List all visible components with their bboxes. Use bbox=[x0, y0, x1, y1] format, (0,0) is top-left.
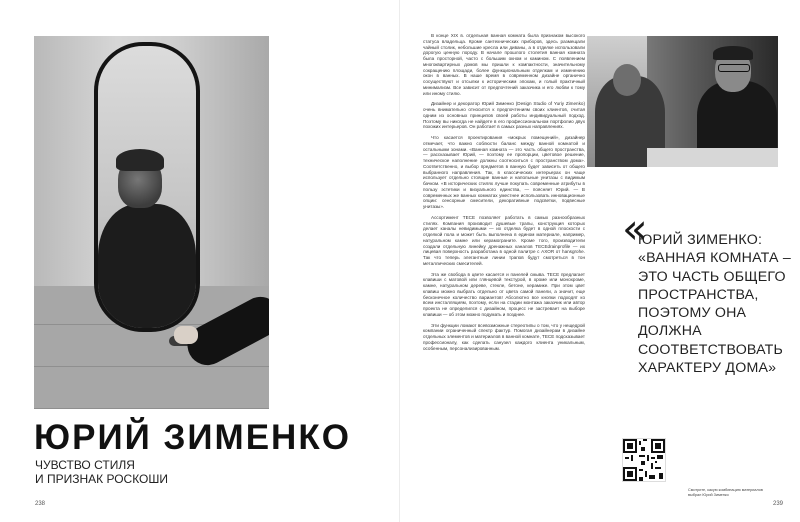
article-paragraph: Эти функции ломают всевозможные стереотипы о том, что у нещедрой компании ограниченный спектр фактур. Помогая дизайнерам в дизайне отдельных элементов и материалов в ванной комнате, TECE подсказывает профессионалу, как сделать санузел каждого клиента уникальным, особенным, персонализированным. bbox=[423, 322, 585, 351]
page-number-right: 239 bbox=[773, 501, 784, 507]
article-paragraph: Что касается проектирования «мокрых помещений», дизайнер отмечает, что важно соблюсти баланс между ванной комнатой и остальными зонами. «Ванная комната — это часть общего пространства, — рассказывает Юрий, — поэтому ее пропорции, цветовое решение, техническое наполнение должны соотноситься с пространством дома». Соответственно, и выбор предметов в ванную будет зависеть от общего выбранного направления. Так, в классических интерьерах он чаще использует отдельно стоящие ванные и напольные унитазы с видимым бачком. «В исторических стилях лучше покупать современные атрибуты в пользу эстетики и визуального единства, — поясняет Юрий. — В современных же ванных комнатах уместнее использовать инновационные опции: сенсорные смесители, декоративные подсветки, подвесные унитазы». bbox=[423, 135, 585, 209]
article-paragraph: Эта же свобода в цвете касается и панелей смыва. TECE предлагает клавиши с матовой или глянцевой текстурой, в хроме или монохроме, камне, натуральном дереве, стекле, бетоне, керамике. При этом цвет клавиш можно выбрать отдельно от цвета самой панели, а значит, еще бесконечное количество вариантов! Абсолютно все кнопки подходят ко всем инсталляциям, поэтому, если на стадии монтажа заказчик или автор проекта не определился с дизайном, процесс не застревает на выборе клавиши — об этом можно подумать и позднее. bbox=[423, 271, 585, 317]
right-page bbox=[400, 0, 800, 522]
page-number-left: 238 bbox=[35, 501, 46, 507]
article-paragraph: Дизайнер и декоратор Юрий Зименко (Design Studio of Yuriy Zimenko) очень внимательно относится к предпочтениям своих клиентов, считая одним из основных принципов своей работы индивидуальный подход. Поэтому вы никогда не найдете в его профессиональном портфолио двух похожих интерьеров. Он работает в самых разных направлениях. bbox=[423, 101, 585, 130]
interview-photo bbox=[587, 36, 778, 167]
qr-caption: Смотрите, какую комбинацию материалов выбрал Юрий Зименко bbox=[688, 488, 763, 497]
qr-code-icon[interactable] bbox=[622, 438, 666, 482]
reflection-body bbox=[98, 204, 196, 332]
article-paragraph: Ассортимент TECE позволяет работать в самых разнообразных стилях. Компания производит душевые трапы, конструкция которых делает каналы невидимыми — их отделка будет в одной плоскости с отделкой пола и может быть выполнена в едином материале, например, натуральном камне или керамограните. Кроме того, производители создали отдельную линейку дренажных каналов TECEdrainprofile — их лицевая поверхность разработана в одной палитре с AXOR от hansgrohe. Так что теперь элегантные линии трапов будут смотреться в тон металлических смесителей. bbox=[423, 214, 585, 266]
article-title: ЮРИЙ ЗИМЕНКО bbox=[34, 418, 351, 457]
pull-quote: ЮРИЙ ЗИМЕНКО: «ВАННАЯ КОМНАТА – ЭТО ЧАСТЬ ОБЩЕГО ПРОСТРАНСТВА, ПОЭТОМУ ОНА ДОЛЖНА СООТВЕТСТВОВАТЬ ХАРАКТЕРУ ДОМА» bbox=[638, 232, 791, 377]
hand bbox=[174, 326, 198, 344]
article-subtitle: ЧУВСТВО СТИЛЯ И ПРИЗНАК РОСКОШИ bbox=[35, 458, 169, 486]
woman-head bbox=[613, 64, 641, 96]
oval-mirror bbox=[94, 42, 200, 332]
man-hair bbox=[713, 46, 753, 60]
table bbox=[647, 148, 778, 167]
article-body bbox=[423, 33, 585, 356]
article-paragraph: В конце XIX в. отдельная ванная комната была признаком высокого статуса владельца. Кроме сантехнических приборов, здесь размещали чайный столик, небольшие кресла или диваны, а в отделке использовали дорогую ценную породу. В начале прошлого столетия ванная комната была просторной, часто с большим окном и камином. С появлением многоквартирных домов мы пришли к компактности, значительному сокращению площади, более функциональным отделкам и изменению окон в ванных. В наше время в современном дизайне органично сосуществуют и отсылки к историческим эпохам, и голый практичный минимализм. Все зависит от предпочтений заказчика и его любви к тому или иному стилю. bbox=[423, 33, 585, 96]
glasses bbox=[718, 64, 750, 72]
main-portrait-photo bbox=[34, 36, 269, 409]
reflection-hair bbox=[116, 149, 164, 171]
quote-mark-icon: « bbox=[622, 204, 648, 253]
